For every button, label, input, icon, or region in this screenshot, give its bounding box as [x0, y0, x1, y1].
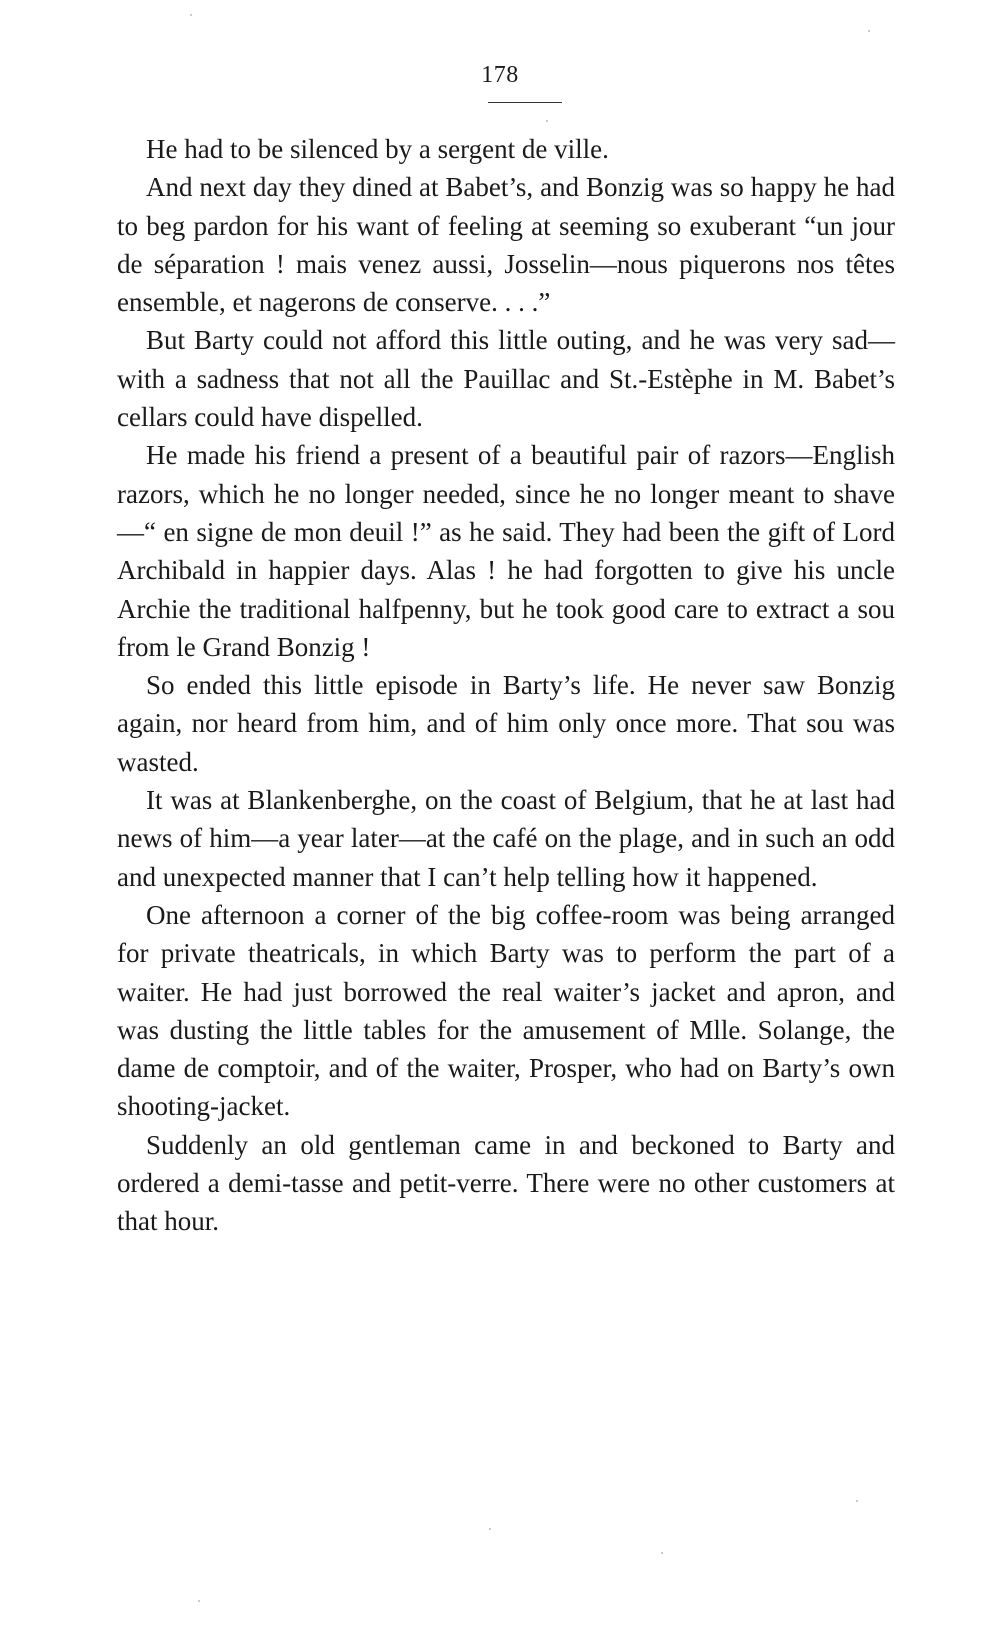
paragraph-2: And next day they dined at Babet’s, and Bonzig was so happy he had to beg pardon for his want of feeling at seeming so exuberant “un jour de séparation ! mais venez aussi, Josselin—nous piquerons nos têtes ensemble, et nagerons de conserve. . . .”: [117, 172, 895, 318]
paper-speck: [198, 1600, 200, 1602]
page-number-rule: [488, 102, 562, 103]
paper-speck: [856, 1500, 858, 1502]
page-number: 178: [481, 62, 519, 88]
paragraph-3: But Barty could not afford this little outing, and he was very sad—with a sadness that not all the Pauillac and St.-Estèphe in M. Babet’s cellars could have dispelled.: [117, 325, 895, 433]
paragraph-8: Suddenly an old gentleman came in and beckoned to Barty and ordered a demi-tasse and petit-verre. There were no other customers at that hour.: [117, 1129, 895, 1237]
paragraph-6: It was at Blankenberghe, on the coast of Belgium, that he at last had news of him—a year later—at the café on the plage, and in such an odd and unexpected manner that I can’t help telling how it happened.: [117, 785, 895, 892]
paragraph-5: So ended this little episode in Barty’s life. He never saw Bonzig again, nor heard from him, and of him only once more. That sou was wasted.: [117, 670, 895, 777]
paper-speck: [661, 1552, 663, 1554]
paragraph-7: One afternoon a corner of the big coffee-room was being arranged for private theatricals, in which Barty was to perform the part of a waiter. He had just borrowed the real waiter’s jacket and apron, and was dusting the little tables for the amusement of Mlle. Solange, the dame de comptoir, and of the waiter, Prosper, who had on Barty’s own shooting-jacket.: [117, 899, 895, 1122]
paper-speck: [489, 1528, 491, 1530]
paragraph-4: He made his friend a present of a beautiful pair of razors—English razors, which he no longer needed, since he no longer meant to shave—“ en signe de mon deuil !” as he said. They had been the gift of Lord Archibald in happier days. Alas ! he had forgotten to give his uncle Archie the traditional halfpenny, but he took good care to extract a sou from le Grand Bonzig !: [117, 440, 895, 662]
body-text: [117, 130, 895, 1241]
paper-speck: [868, 30, 870, 32]
paragraph-1: He had to be silenced by a sergent de ville.: [146, 134, 609, 164]
paper-speck: [190, 14, 192, 16]
paper-speck: [546, 120, 548, 122]
